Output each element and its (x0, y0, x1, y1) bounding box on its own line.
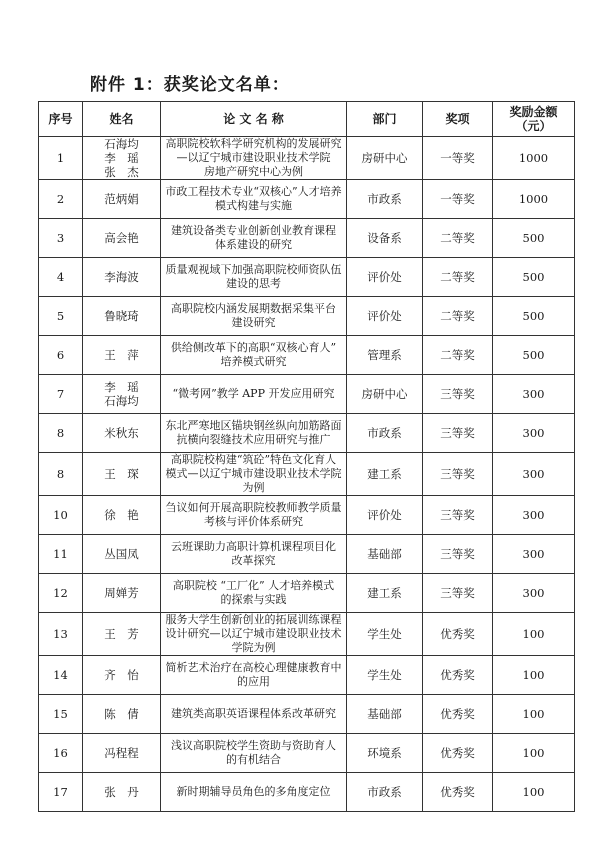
cell-title: 简析艺术治疗在高校心理健康教育中 的应用 (161, 656, 347, 695)
cell-name: 陈 倩 (83, 695, 161, 734)
cell-no: 6 (39, 336, 83, 375)
cell-title: 云班课助力高职计算机课程项目化 改革探究 (161, 535, 347, 574)
cell-amount: 100 (493, 773, 575, 812)
cell-title: 供给侧改革下的高职“双核心育人” 培养模式研究 (161, 336, 347, 375)
table-row (39, 258, 575, 297)
cell-title: 高职院校构建“筑砼”特色文化育人 模式—以辽宁城市建设职业技术学院 为例 (161, 453, 347, 496)
cell-award: 优秀奖 (423, 695, 493, 734)
cell-dept: 房研中心 (347, 375, 423, 414)
cell-amount: 500 (493, 336, 575, 375)
cell-no: 17 (39, 773, 83, 812)
cell-title: 市政工程技术专业“双核心”人才培养 模式构建与实施 (161, 180, 347, 219)
cell-title: 新时期辅导员角色的多角度定位 (161, 773, 347, 812)
cell-name: 高会艳 (83, 219, 161, 258)
cell-award: 三等奖 (423, 453, 493, 496)
cell-dept: 评价处 (347, 496, 423, 535)
cell-name: 丛国凤 (83, 535, 161, 574)
cell-name: 齐 怡 (83, 656, 161, 695)
cell-award: 三等奖 (423, 496, 493, 535)
table-row (39, 496, 575, 535)
cell-award: 二等奖 (423, 297, 493, 336)
cell-amount: 100 (493, 613, 575, 656)
cell-dept: 建工系 (347, 453, 423, 496)
table-row (39, 219, 575, 258)
cell-dept: 市政系 (347, 180, 423, 219)
cell-no: 14 (39, 656, 83, 695)
cell-name: 王 芳 (83, 613, 161, 656)
cell-title: 建筑设备类专业创新创业教育课程 体系建设的研究 (161, 219, 347, 258)
cell-no: 1 (39, 137, 83, 180)
cell-no: 8 (39, 453, 83, 496)
cell-title: 高职院校 “工厂化” 人才培养模式 的探索与实践 (161, 574, 347, 613)
cell-no: 8 (39, 414, 83, 453)
cell-title: 东北严寒地区锚块钢丝纵向加筋路面 抗横向裂缝技术应用研究与推广 (161, 414, 347, 453)
cell-dept: 建工系 (347, 574, 423, 613)
cell-dept: 管理系 (347, 336, 423, 375)
cell-no: 16 (39, 734, 83, 773)
cell-amount: 100 (493, 734, 575, 773)
cell-no: 10 (39, 496, 83, 535)
cell-award: 二等奖 (423, 258, 493, 297)
table-header-row (39, 102, 575, 137)
table-row (39, 535, 575, 574)
cell-amount: 1000 (493, 137, 575, 180)
cell-amount: 300 (493, 574, 575, 613)
cell-title: 高职院校内涵发展期数据采集平台 建设研究 (161, 297, 347, 336)
table-row (39, 734, 575, 773)
header-title: 论 文 名 称 (161, 102, 347, 137)
cell-dept: 学生处 (347, 613, 423, 656)
cell-award: 二等奖 (423, 336, 493, 375)
cell-name: 周婵芳 (83, 574, 161, 613)
cell-name: 冯程程 (83, 734, 161, 773)
table-row (39, 297, 575, 336)
header-dept: 部门 (347, 102, 423, 137)
cell-award: 三等奖 (423, 375, 493, 414)
cell-dept: 评价处 (347, 258, 423, 297)
cell-name: 鲁晓琦 (83, 297, 161, 336)
cell-dept: 市政系 (347, 414, 423, 453)
cell-name: 王 琛 (83, 453, 161, 496)
cell-name: 石海均 李 瑶 张 杰 (83, 137, 161, 180)
table-row (39, 180, 575, 219)
cell-award: 优秀奖 (423, 734, 493, 773)
table-row (39, 613, 575, 656)
cell-name: 张 丹 (83, 773, 161, 812)
cell-no: 5 (39, 297, 83, 336)
cell-title: 建筑类高职英语课程体系改革研究 (161, 695, 347, 734)
cell-amount: 1000 (493, 180, 575, 219)
header-name: 姓名 (83, 102, 161, 137)
cell-dept: 评价处 (347, 297, 423, 336)
cell-amount: 500 (493, 297, 575, 336)
cell-amount: 500 (493, 219, 575, 258)
cell-amount: 100 (493, 695, 575, 734)
cell-award: 三等奖 (423, 535, 493, 574)
cell-no: 12 (39, 574, 83, 613)
table-row (39, 137, 575, 180)
cell-no: 13 (39, 613, 83, 656)
cell-amount: 500 (493, 258, 575, 297)
cell-title: 高职院校软科学研究机构的发展研究 —以辽宁城市建设职业技术学院 房地产研究中心为例 (161, 137, 347, 180)
cell-amount: 300 (493, 496, 575, 535)
table-row (39, 414, 575, 453)
cell-award: 一等奖 (423, 137, 493, 180)
cell-title: 浅议高职院校学生资助与资助育人 的有机结合 (161, 734, 347, 773)
cell-award: 二等奖 (423, 219, 493, 258)
cell-title: 质量观视域下加强高职院校师资队伍 建设的思考 (161, 258, 347, 297)
cell-amount: 100 (493, 656, 575, 695)
cell-award: 优秀奖 (423, 613, 493, 656)
cell-award: 三等奖 (423, 574, 493, 613)
cell-no: 4 (39, 258, 83, 297)
cell-name: 王 萍 (83, 336, 161, 375)
cell-dept: 学生处 (347, 656, 423, 695)
cell-name: 范炳娟 (83, 180, 161, 219)
cell-amount: 300 (493, 414, 575, 453)
header-award: 奖项 (423, 102, 493, 137)
table-row (39, 375, 575, 414)
cell-dept: 基础部 (347, 695, 423, 734)
table-row (39, 695, 575, 734)
cell-award: 优秀奖 (423, 773, 493, 812)
cell-no: 15 (39, 695, 83, 734)
cell-no: 7 (39, 375, 83, 414)
page-title: 附件 1：获奖论文名单： (90, 75, 290, 95)
award-table (38, 101, 575, 812)
cell-dept: 市政系 (347, 773, 423, 812)
header-amount: 奖励金额 （元） (493, 102, 575, 137)
cell-name: 米秋东 (83, 414, 161, 453)
cell-amount: 300 (493, 375, 575, 414)
cell-award: 三等奖 (423, 414, 493, 453)
cell-amount: 300 (493, 535, 575, 574)
cell-dept: 设备系 (347, 219, 423, 258)
cell-name: 李 瑶 石海均 (83, 375, 161, 414)
cell-no: 11 (39, 535, 83, 574)
cell-dept: 环境系 (347, 734, 423, 773)
cell-name: 徐 艳 (83, 496, 161, 535)
cell-amount: 300 (493, 453, 575, 496)
cell-award: 优秀奖 (423, 656, 493, 695)
cell-award: 一等奖 (423, 180, 493, 219)
cell-name: 李海波 (83, 258, 161, 297)
table-row (39, 453, 575, 496)
cell-dept: 房研中心 (347, 137, 423, 180)
cell-title: “微考网”教学 APP 开发应用研究 (161, 375, 347, 414)
cell-title: 服务大学生创新创业的拓展训练课程 设计研究—以辽宁城市建设职业技术 学院为例 (161, 613, 347, 656)
cell-no: 2 (39, 180, 83, 219)
cell-no: 3 (39, 219, 83, 258)
table-row (39, 336, 575, 375)
table-row (39, 773, 575, 812)
table-row (39, 574, 575, 613)
header-no: 序号 (39, 102, 83, 137)
cell-dept: 基础部 (347, 535, 423, 574)
cell-title: 刍议如何开展高职院校教师教学质量 考核与评价体系研究 (161, 496, 347, 535)
table-row (39, 656, 575, 695)
